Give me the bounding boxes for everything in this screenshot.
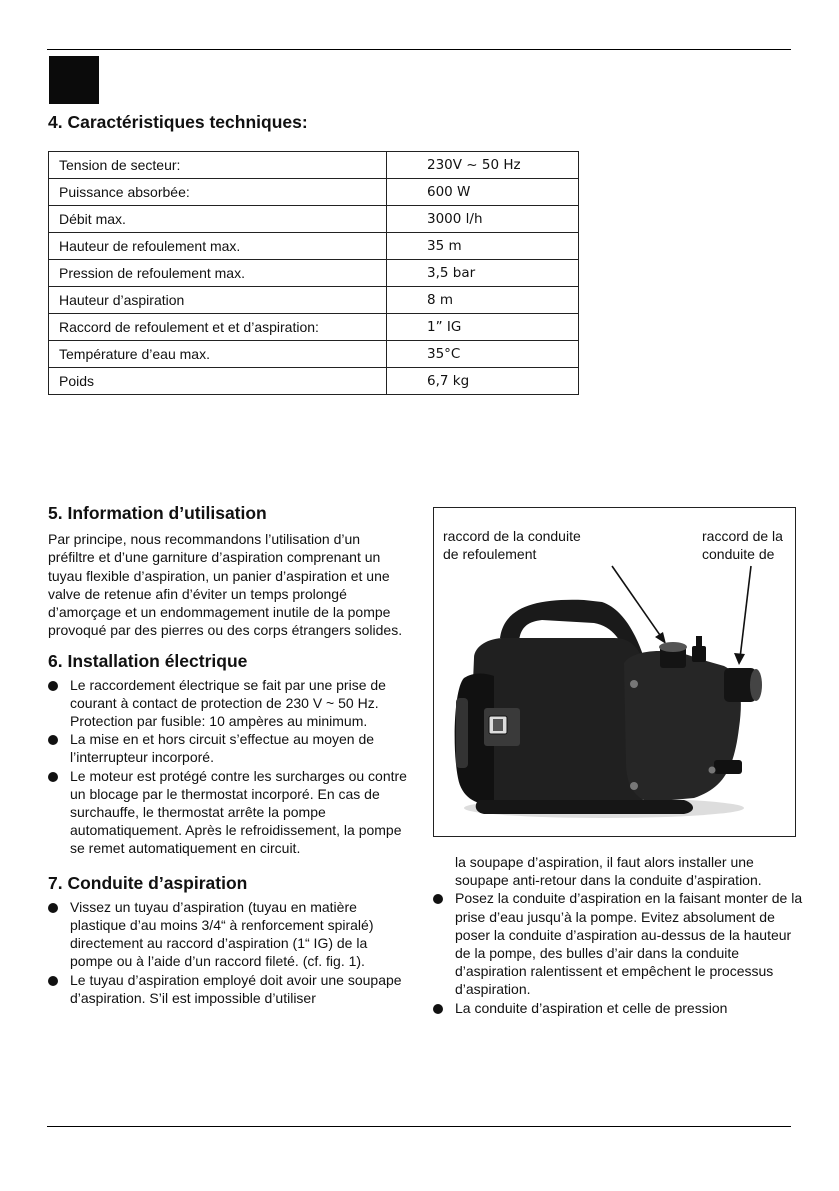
section-6-title: 6. Installation électrique (48, 651, 248, 672)
list-item: Le raccordement électrique se fait par une prise de courant à contact de protection de 230 V ~ 50 Hz. Protection par fusible: 10 ampères au minimum. (48, 676, 408, 731)
pump-illustration (434, 508, 795, 836)
table-row: Raccord de refoulement et et d’aspiration: 1” IG (49, 314, 579, 341)
label-inlet: raccord de la conduite de (702, 528, 783, 562)
table-row: Tension de secteur: 230V ~ 50 Hz (49, 152, 579, 179)
left-column (48, 504, 408, 1007)
list-item: Le moteur est protégé contre les surcharges ou contre un blocage par le thermostat incorporé. En cas de surchauffe, le thermostat arrête la pompe automatiquement. Après le refroidissement, la pompe se remet automatiquement en circuit. (48, 767, 408, 858)
bottom-rule (47, 1126, 791, 1127)
section-7-title: 7. Conduite d’aspiration (48, 872, 248, 893)
top-rule (47, 49, 791, 50)
section-7-continuation: la soupape d’aspiration, il faut alors installer une soupape anti-retour dans la conduite d’aspiration. (455, 854, 762, 889)
list-item: Posez la conduite d’aspiration en la faisant monter de la prise d’eau jusqu’à la pompe. Evitez absolument de poser la conduite d’aspiration au-dessus de la hauteur de la pompe, des bulles d’air dans la conduite d’aspiration ralentissent et empêchent le processus d’aspiration. (433, 889, 803, 998)
chapter-tab (49, 56, 99, 104)
table-row: Pression de refoulement max. 3,5 bar (49, 260, 579, 287)
section-5-title: 5. Information d’utilisation (48, 503, 267, 523)
list-item: La mise en et hors circuit s’effectue au moyen de l’interrupteur incorporé. (48, 730, 408, 766)
label-outlet: raccord de la conduite de refoulement (443, 528, 581, 562)
table-row: Poids 6,7 kg (49, 368, 579, 395)
section-4-title: 4. Caractéristiques techniques: (48, 112, 308, 132)
list-item: La conduite d’aspiration et celle de pression (433, 999, 803, 1017)
list-item: Le tuyau d’aspiration employé doit avoir une soupape d’aspiration. S’il est impossible d’utiliser (48, 971, 408, 1007)
specs-table (48, 151, 579, 395)
right-column (433, 853, 803, 1017)
section-5-text: Par principe, nous recommandons l’utilisation d’un préfiltre et d’une garniture d’aspiration comprenant un tuyau flexible d’aspiration, un panier d’aspiration et une valve de retenue afin d’éviter un temps prolongé d’amorçage et un endommagement inutile de la pompe provoqué par des pierres ou des corps étrangers solides. (48, 531, 403, 639)
table-row: Hauteur d’aspiration 8 m (49, 287, 579, 314)
table-row: Température d’eau max. 35°C (49, 341, 579, 368)
table-row: Puissance absorbée: 600 W (49, 179, 579, 206)
table-row: Débit max. 3000 l/h (49, 206, 579, 233)
table-row: Hauteur de refoulement max. 35 m (49, 233, 579, 260)
list-item: Vissez un tuyau d’aspiration (tuyau en matière plastique d’au moins 3/4“ à renforcement spiralé) directement au raccord d’aspiration (1“ IG) de la pompe ou à l’aide d’un raccord fileté. (cf. fig. 1). (48, 898, 408, 971)
pump-figure (433, 507, 796, 837)
